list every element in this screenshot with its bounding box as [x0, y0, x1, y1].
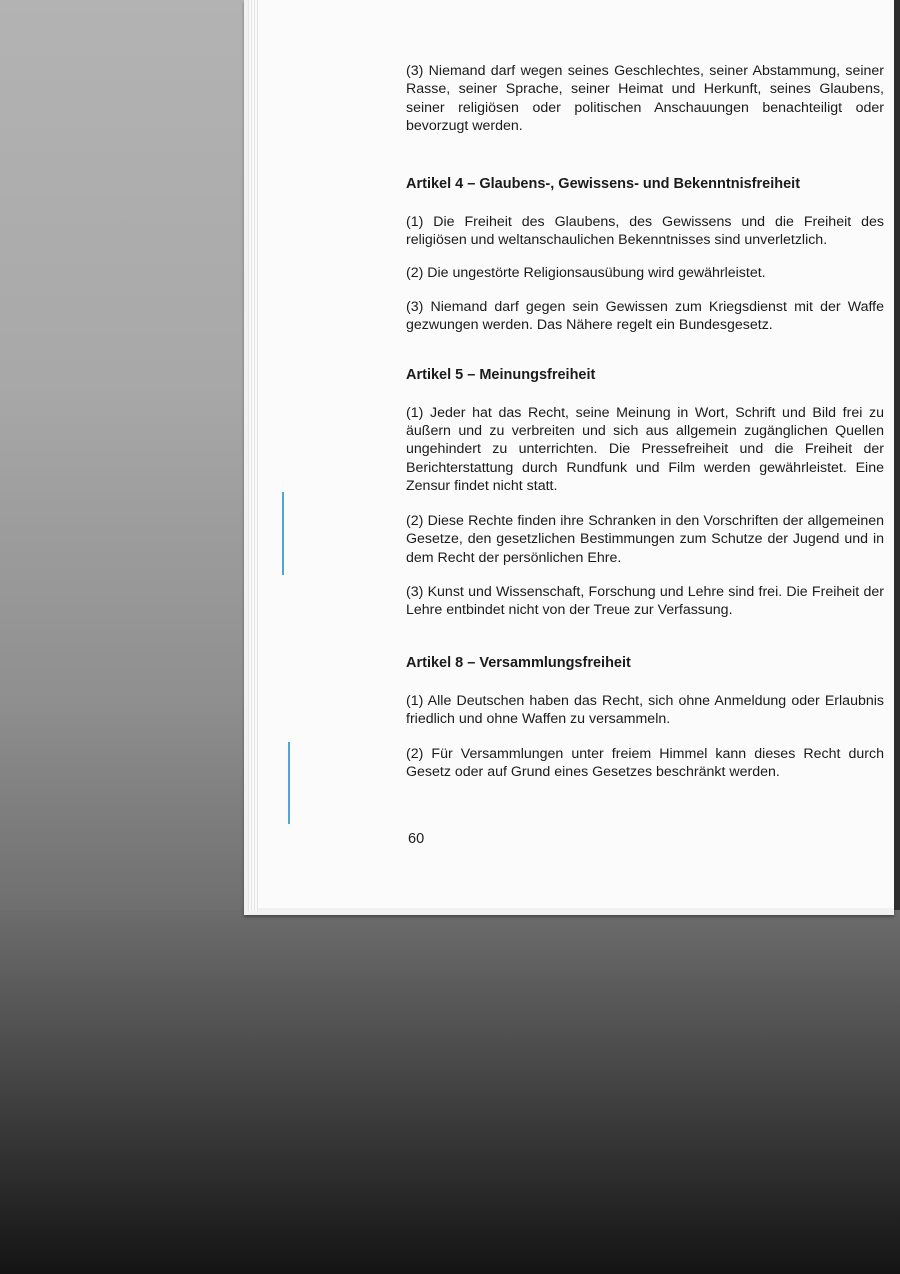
margin-mark-lower — [288, 742, 290, 824]
article5-paragraph-3: (3) Kunst und Wissenschaft, Forschung und Lehre sind frei. Die Freiheit der Lehre entbindet nicht von der Treue zur Verfassung. — [406, 583, 884, 619]
page-content — [406, 62, 884, 781]
article4-heading: Artikel 4 – Glaubens-, Gewissens- und Bekenntnisfreiheit — [406, 175, 801, 192]
article8-heading: Artikel 8 – Versammlungsfreiheit — [406, 654, 631, 671]
article8-paragraph-1: (1) Alle Deutschen haben das Recht, sich ohne Anmeldung oder Erlaubnis friedlich und ohne Waffen zu versammeln. — [406, 692, 884, 728]
article3-paragraph-3: (3) Niemand darf wegen seines Geschlechtes, seiner Abstammung, seiner Rasse, seiner Sprache, seiner Heimat und Herkunft, seines Glaubens, seiner religiösen oder politischen Anschauungen benachteiligt oder bevorzugt werden. — [406, 63, 884, 135]
article5-paragraph-1: (1) Jeder hat das Recht, seine Meinung in Wort, Schrift und Bild frei zu äußern und zu verbreiten und sich aus allgemein zugänglichen Quellen ungehindert zu unterrichten. Die Pressefreiheit und die Freiheit der Berichterstattung durch Rundfunk und Film werden gewährleistet. Eine Zensur findet nicht statt. — [406, 404, 884, 495]
article4-paragraph-2: (2) Die ungestörte Religionsausübung wird gewährleistet. — [406, 265, 766, 282]
article5-heading: Artikel 5 – Meinungsfreiheit — [406, 366, 596, 383]
scan-background-bottom — [0, 910, 900, 1274]
article4-paragraph-1: (1) Die Freiheit des Glaubens, des Gewissens und die Freiheit des religiösen und weltanschaulichen Bekenntnisses sind unverletzlich. — [406, 213, 884, 249]
article4-paragraph-3: (3) Niemand darf gegen sein Gewissen zum Kriegsdienst mit der Waffe gezwungen werden. Das Nähere regelt ein Bundesgesetz. — [406, 298, 884, 334]
scan-right-edge — [894, 0, 900, 910]
article8-paragraph-2: (2) Für Versammlungen unter freiem Himmel kann dieses Recht durch Gesetz oder auf Grund eines Gesetzes beschränkt werden. — [406, 745, 884, 780]
page-number: 60 — [408, 831, 425, 847]
article5-paragraph-2: (2) Diese Rechte finden ihre Schranken in den Vorschriften der allgemeinen Gesetze, den gesetzlichen Bestimmungen zum Schutze der Jugend und in dem Recht der persönlichen Ehre. — [406, 512, 884, 566]
margin-mark-upper — [282, 492, 284, 575]
